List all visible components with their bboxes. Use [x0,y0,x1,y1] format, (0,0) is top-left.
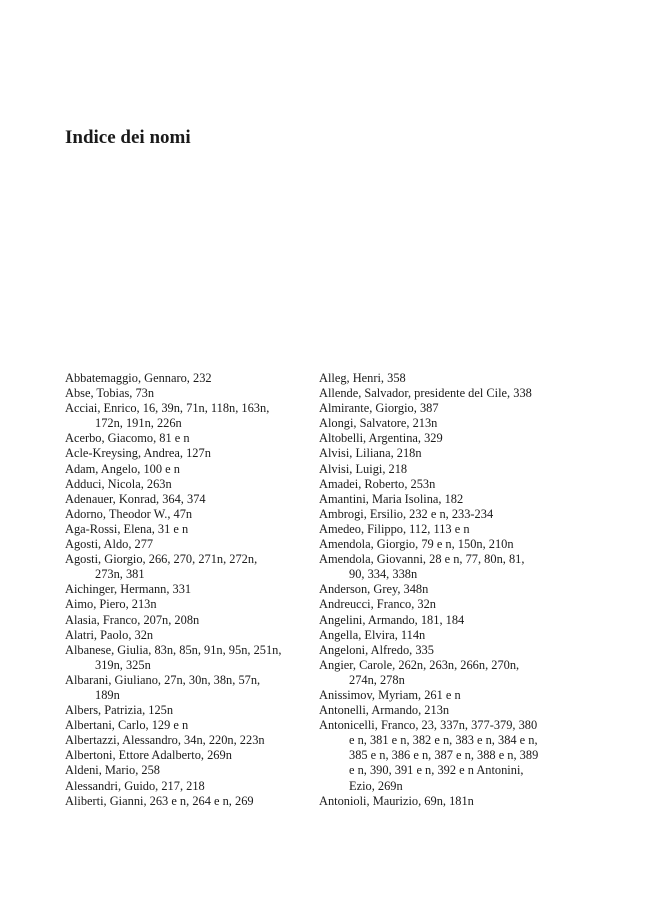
index-entry [319,492,569,507]
index-entry [65,673,308,703]
index-entry-text: Albertoni, Ettore Adalberto, 269n [65,748,232,763]
page-title: Indice dei nomi [65,126,191,148]
index-entry [65,522,308,537]
index-entry [319,794,569,809]
index-entry [319,552,569,582]
index-entry-continuation: e n, 390, 391 e n, 392 e n Antonini, [349,763,524,778]
index-entry [319,613,569,628]
index-entry-continuation: 273n, 381 [95,567,145,582]
index-entry [319,401,569,416]
index-entry-text: Angier, Carole, 262n, 263n, 266n, 270n, [319,657,520,672]
index-entry-text: Acle-Kreysing, Andrea, 127n [65,446,211,461]
index-entry-text: Aliberti, Gianni, 263 e n, 264 e n, 269 [65,793,254,808]
index-entry [65,507,308,522]
index-entry [65,401,308,431]
index-entry-continuation: 385 e n, 386 e n, 387 e n, 388 e n, 389 [349,748,539,763]
index-column-right [319,371,569,809]
index-entry-text: Acerbo, Giacomo, 81 e n [65,431,190,446]
index-entry-text: Ambrogi, Ersilio, 232 e n, 233-234 [319,506,494,521]
index-entry-text: Aichinger, Hermann, 331 [65,582,192,597]
index-entry [319,537,569,552]
index-entry-text: Acciai, Enrico, 16, 39n, 71n, 118n, 163n, [65,401,270,416]
index-entry-text: Agosti, Giorgio, 266, 270, 271n, 272n, [65,552,258,567]
index-entry-text: Adam, Angelo, 100 e n [65,461,180,476]
index-entry [65,794,308,809]
index-entry [319,477,569,492]
index-entry [65,477,308,492]
index-entry-text: Albers, Patrizia, 125n [65,703,174,718]
index-entry-text: Amendola, Giorgio, 79 e n, 150n, 210n [319,537,514,552]
index-entry-text: Altobelli, Argentina, 329 [319,431,443,446]
index-entry-text: Adenauer, Konrad, 364, 374 [65,491,206,506]
index-entry [65,537,308,552]
index-entry [319,446,569,461]
index-entry [319,507,569,522]
index-entry-text: Alvisi, Luigi, 218 [319,461,408,476]
index-entry [65,462,308,477]
index-entry [319,688,569,703]
index-entry-text: Alleg, Henri, 358 [319,371,406,385]
index-entry [319,703,569,718]
index-entry [65,597,308,612]
index-entry [319,582,569,597]
index-entry-text: Antonelli, Armando, 213n [319,703,450,718]
index-entry [65,718,308,733]
index-entry-text: Amedeo, Filippo, 112, 113 e n [319,521,470,536]
index-entry-text: Aimo, Piero, 213n [65,597,157,612]
index-entry [319,628,569,643]
index-entry [65,613,308,628]
index-entry [65,552,308,582]
index-entry [65,386,308,401]
index-entry [319,371,569,386]
index-entry-text: Abbatemaggio, Gennaro, 232 [65,371,212,385]
index-entry-text: Amadei, Roberto, 253n [319,476,436,491]
index-entry [65,582,308,597]
index-entry-text: Agosti, Aldo, 277 [65,537,154,552]
index-entry-text: Alasia, Franco, 207n, 208n [65,612,200,627]
index-entry-text: Almirante, Giorgio, 387 [319,401,439,416]
index-entry [319,386,569,401]
index-entry [65,628,308,643]
index-entry [65,733,308,748]
index-entry [319,462,569,477]
index-entry-continuation: e n, 381 e n, 382 e n, 383 e n, 384 e n, [349,733,538,748]
index-entry [65,703,308,718]
index-entry-text: Adorno, Theodor W., 47n [65,506,193,521]
index-entry-text: Andreucci, Franco, 32n [319,597,436,612]
index-entry [319,718,569,793]
index-entry-continuation: 189n [95,687,120,702]
index-entry-text: Allende, Salvador, presidente del Cile, 338 [319,386,532,401]
index-entry [319,431,569,446]
index-entry-text: Albertazzi, Alessandro, 34n, 220n, 223n [65,733,265,748]
index-entry [65,371,308,386]
index-entry-continuation: 172n, 191n, 226n [95,416,182,431]
index-entry [319,416,569,431]
index-entry-continuation: 319n, 325n [95,657,151,672]
index-entry-text: Amantini, Maria Isolina, 182 [319,491,464,506]
index-column-left [65,371,308,809]
index-entry [65,431,308,446]
index-entry-text: Alatri, Paolo, 32n [65,627,154,642]
index-entry-text: Abse, Tobias, 73n [65,386,155,401]
index-entry [319,522,569,537]
index-entry-continuation: Ezio, 269n [349,778,403,793]
index-entry [65,446,308,461]
index-entry [319,597,569,612]
index-entry-text: Aga-Rossi, Elena, 31 e n [65,521,189,536]
index-entry-text: Angeloni, Alfredo, 335 [319,642,434,657]
index-entry-text: Albertani, Carlo, 129 e n [65,718,189,733]
index-entry-text: Amendola, Giovanni, 28 e n, 77, 80n, 81, [319,552,525,567]
index-entry-continuation: 90, 334, 338n [349,567,418,582]
index-entry-text: Alvisi, Liliana, 218n [319,446,422,461]
index-entry [65,643,308,673]
index-entry-text: Antonioli, Maurizio, 69n, 181n [319,793,474,808]
index-entry [319,643,569,658]
index-entry-text: Adduci, Nicola, 263n [65,476,172,491]
index-entry [65,748,308,763]
index-entry-text: Anissimov, Myriam, 261 e n [319,687,461,702]
index-entry-text: Alongi, Salvatore, 213n [319,416,438,431]
index-entry-text: Antonicelli, Franco, 23, 337n, 377-379, 380 [319,718,538,733]
index-entry-text: Aldeni, Mario, 258 [65,763,160,778]
index-entry [65,763,308,778]
index-entry [65,492,308,507]
index-entry [319,658,569,688]
index-entry [65,779,308,794]
index-entry-continuation: 274n, 278n [349,672,405,687]
index-entry-text: Albanese, Giulia, 83n, 85n, 91n, 95n, 251n, [65,642,282,657]
index-entry-text: Albarani, Giuliano, 27n, 30n, 38n, 57n, [65,672,261,687]
index-entry-text: Anderson, Grey, 348n [319,582,429,597]
index-entry-text: Angelini, Armando, 181, 184 [319,612,465,627]
index-entry-text: Alessandri, Guido, 217, 218 [65,778,205,793]
index-entry-text: Angella, Elvira, 114n [319,627,426,642]
